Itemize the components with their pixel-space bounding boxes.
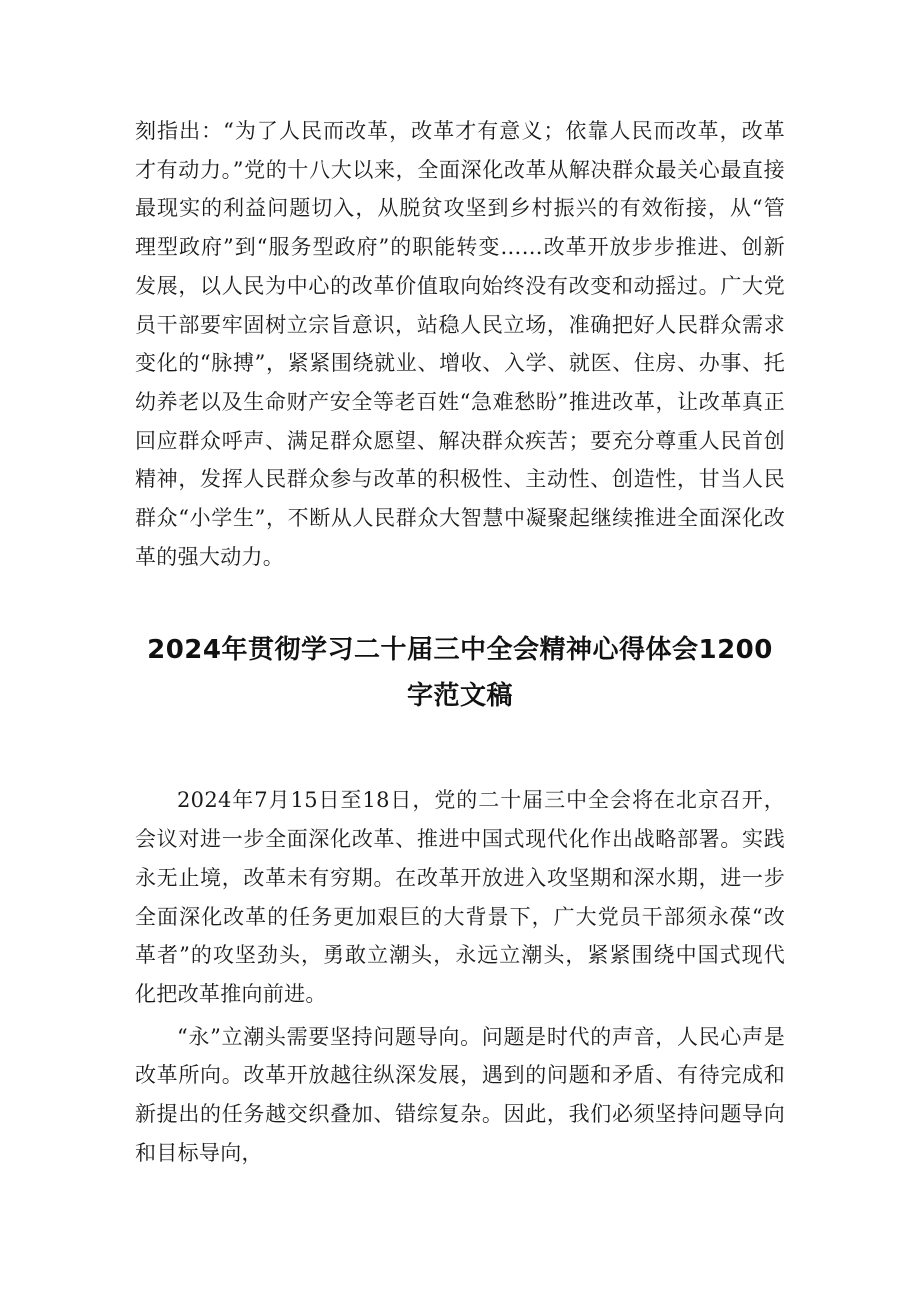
article-title: 2024年贯彻学习二十届三中全会精神心得体会1200字范文稿 (147, 635, 773, 712)
paragraph-intro: 2024年7月15日至18日，党的二十届三中全会将在北京召开，会议对进一步全面深化改革、推进中国式现代化作出战略部署。实践永无止境，改革未有穷期。在改革开放进入攻坚期和深水期，进一步全面深化改革的任务更加艰巨的大背景下，广大党员干部须永葆“改革者”的攻坚劲头，勇敢立潮头，永远立潮头，紧紧围绕中国式现代化把改革推向前进。 (135, 788, 785, 1006)
document-page (135, 112, 785, 1172)
paragraph-continued: 刻指出：“为了人民而改革，改革才有意义；依靠人民而改革，改革才有动力。”党的十八大以来，全面深化改革从解决群众最关心最直接最现实的利益问题切入，从脱贫攻坚到乡村振兴的有效衔接，从“管理型政府”到“服务型政府”的职能转变……改革开放步步推进、创新发展，以人民为中心的改革价值取向始终没有改变和动摇过。广大党员干部要牢固树立宗旨意识，站稳人民立场，准确把好人民群众需求变化的“脉搏”，紧紧围绕就业、增收、入学、就医、住房、办事、托幼养老以及生命财产安全等老百姓“急难愁盼”推进改革，让改革真正回应群众呼声、满足群众愿望、解决群众疾苦；要充分尊重人民首创精神，发挥人民群众参与改革的积极性、主动性、创造性，甘当人民群众“小学生”，不断从人民群众大智慧中凝聚起继续推进全面深化改革的强大动力。 (135, 119, 785, 569)
paragraph-problem-orientation: “永”立潮头需要坚持问题导向。问题是时代的声音，人民心声是改革所向。改革开放越往纵深发展，遇到的问题和矛盾、有待完成和新提出的任务越交织叠加、错综复杂。因此，我们必须坚持问题导向和目标导向， (135, 1024, 785, 1165)
